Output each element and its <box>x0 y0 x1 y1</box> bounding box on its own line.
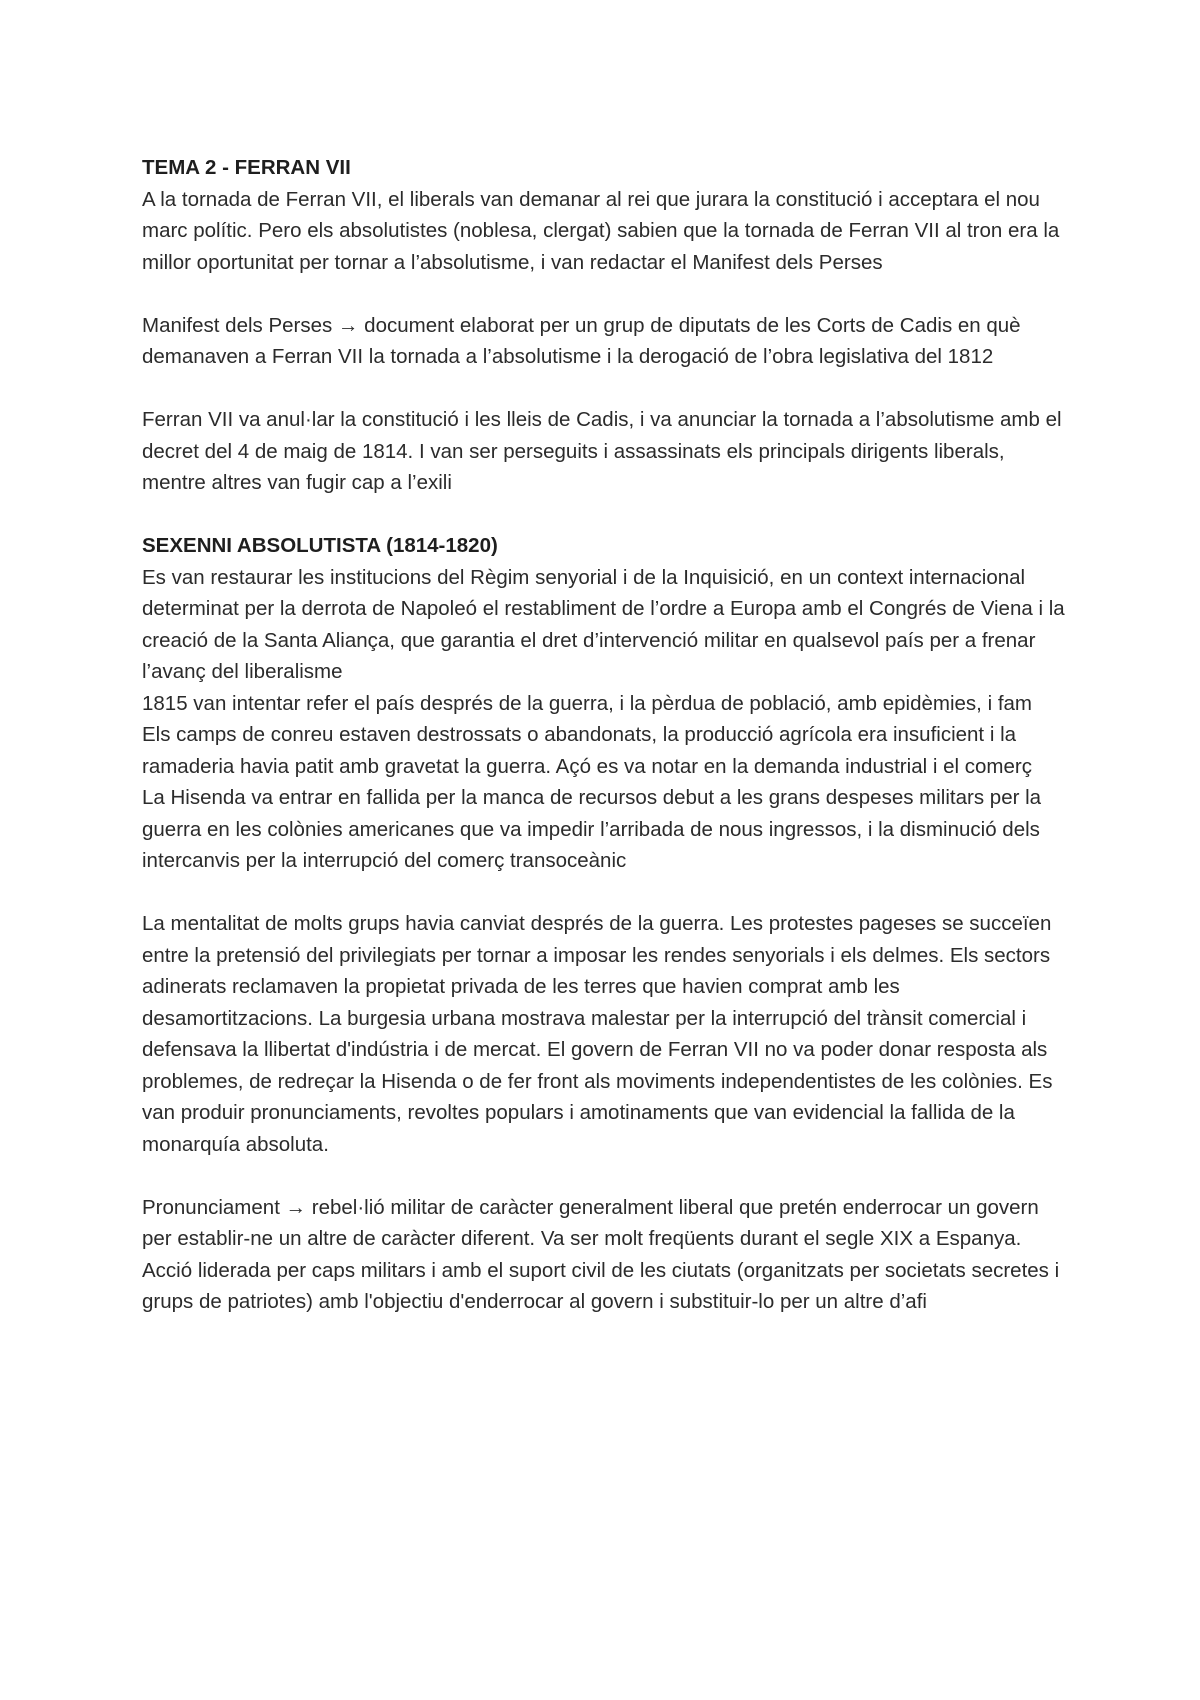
paragraph-annulment: Ferran VII va anul·lar la constitució i les lleis de Cadis, i va anunciar la tornada a l’absolutisme amb el decret del 4 de maig de 1814. I van ser perseguits i assassinats els principals dirigents liberals, mentre altres van fugir cap a l’exili <box>142 408 1062 494</box>
paragraph-return-of-ferran: A la tornada de Ferran VII, el liberals van demanar al rei que jurara la constitució i acceptara el nou marc polític. Pero els absolutistes (noblesa, clergat) sabien que la tornada de Ferran VII al tron era la millor oportunitat per tornar a l’absolutisme, i van redactar el Manifest dels Perses <box>142 187 1060 274</box>
section-heading-ferran-vii: TEMA 2 - FERRAN VII <box>142 156 351 179</box>
paragraph-mentality: La mentalitat de molts grups havia canviat després de la guerra. Les protestes pageses se succeïen entre la pretensió del privilegiats per tornar a imposar les rendes senyorials i els delmes. Els sectors adinerats reclamaven la propietat privada de les terres que havien comprat amb les desamortitzacions. La burgesia urbana mostrava malestar per la interrupció del trànsit comercial i defensava la llibertat d'indústria i de mercat. El govern de Ferran VII no va poder donar resposta als problemes, de redreçar la Hisenda o de fer front als moviments independentistes de les colònies. Es van produir pronunciaments, revoltes populars i amotinaments que van evidencial la fallida de la monarquía absoluta. <box>142 912 1053 1156</box>
paragraph-manifest-perses: Manifest dels Perses → document elaborat per un grup de diputats de les Corts de Cadis en què demanaven a Ferran VII la tornada a l’absolutisme i la derogació de l’obra legislativa del 1812 <box>142 313 1021 368</box>
paragraph-pronunciament: Pronunciament → rebel·lió militar de caràcter generalment liberal que pretén enderrocar un govern per establir-ne un altre de caràcter diferent. Va ser molt freqüents durant el segle XIX a Espanya. Acció liderada per caps militars i amb el suport civil de les ciutats (organitzats per societats secretes i grups de patriotes) amb l'objectiu d'enderrocar al govern i substituir-lo per un altre d’afi <box>142 1195 1060 1313</box>
spacer <box>142 1160 1072 1192</box>
spacer <box>142 877 1072 909</box>
spacer <box>142 278 1072 310</box>
document-page <box>142 152 1072 1318</box>
paragraph-hisenda: La Hisenda va entrar en fallida per la manca de recursos debut a les grans despeses militars per la guerra en les colònies americanes que va impedir l’arribada de nous ingressos, i la disminució dels intercanvis per la interrupció del comerç transoceànic <box>142 786 1042 872</box>
section-heading-sexenni: SEXENNI ABSOLUTISTA (1814-1820) <box>142 534 498 557</box>
paragraph-1815: 1815 van intentar refer el país després de la guerra, i la pèrdua de població, amb epidèmies, i fam <box>142 691 1032 715</box>
spacer <box>142 499 1072 531</box>
paragraph-agriculture: Els camps de conreu estaven destrossats o abandonats, la producció agrícola era insuficient i la ramaderia havia patit amb gravetat la guerra. Açó es va notar en la demanda industrial i el comerç <box>142 723 1032 778</box>
spacer <box>142 373 1072 405</box>
paragraph-restoration: Es van restaurar les institucions del Règim senyorial i de la Inquisició, en un context internacional determinat per la derrota de Napoleó el restabliment de l’ordre a Europa amb el Congrés de Viena i la creació de la Santa Aliança, que garantia el dret d’intervenció militar en qualsevol país per a frenar l’avanç del liberalisme <box>142 565 1065 683</box>
